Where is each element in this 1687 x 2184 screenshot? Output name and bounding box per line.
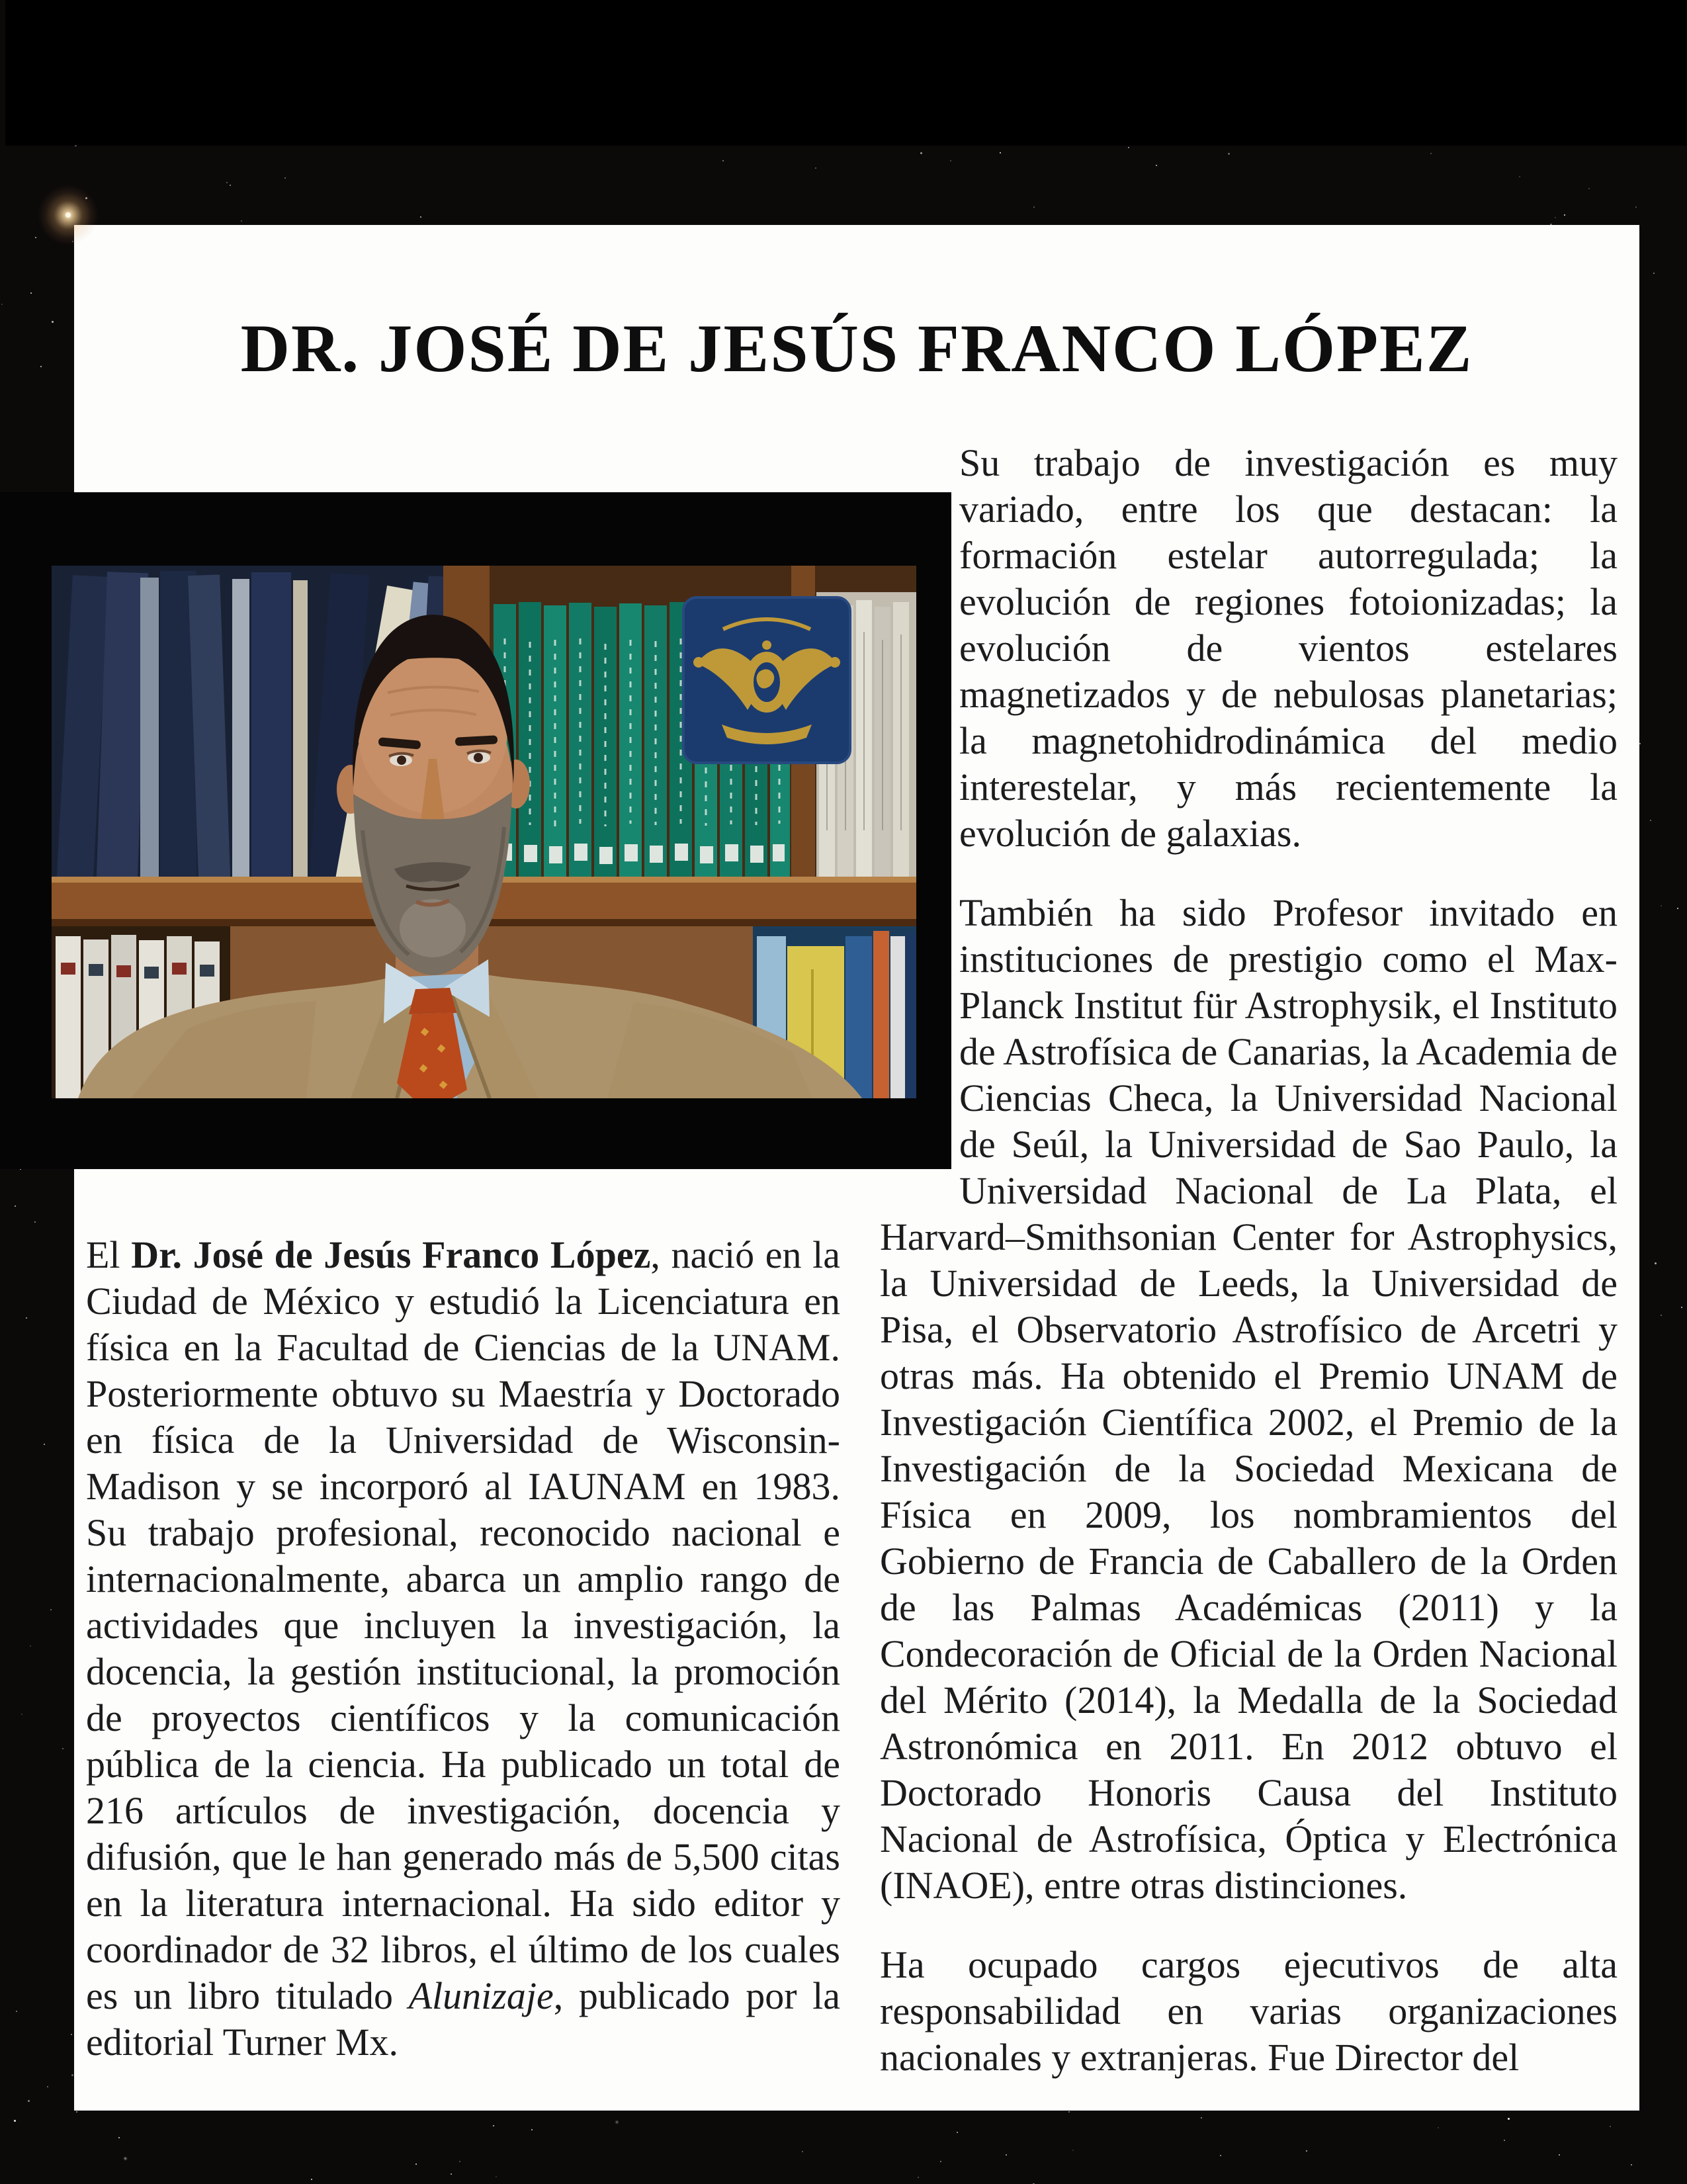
photo-vignette: [52, 566, 916, 1098]
page-title: DR. JOSÉ DE JESÚS FRANCO LÓPEZ: [240, 311, 1473, 386]
top-black-bar: [5, 0, 1687, 146]
bio-middle: , nació en la Ciudad de México y estudió la Licenciatura en física en la Facultad de Ciencias de la UNAM. Posteriormente obtuvo su Maestría y Doctorado en física de la Universidad de Wisconsin-Madison y se incorporó al IAUNAM en 1983. Su trabajo profesional, reconocido nacional e internacionalmente, abarca un amplio rango de actividades que incluyen la investigación, la docencia, la gestión institucional, la promoción de proyectos científicos y la comunicación pública de la ciencia. Ha publicado un total de 216 artículos de investigación, docencia y difusión, que le han generado más de 5,500 citas en la literatura internacional. Ha sido editor y coordinador de 32 libros, el último de los cuales es un libro titulado: [86, 1233, 841, 2017]
portrait-photo: [52, 566, 916, 1098]
right-paragraph-positions: Ha ocupado cargos ejecutivos de alta responsabilidad en varias organizaciones nacionales y extranjeras. Fue Director del: [880, 1943, 1618, 2079]
bio-prefix: El: [86, 1233, 132, 1276]
book-title: Alunizaje: [408, 1974, 554, 2017]
photo-frame: [0, 492, 951, 1169]
right-paragraph-honors: También ha sido Profesor invitado en instituciones de prestigio como el Max-Planck Institut für Astrophysik, el Instituto de Astrofísica de Canarias, la Academia de Ciencias Checa, la Universidad Nacional de Seúl, la Universidad de Sao Paulo, la Universidad Nacional de La Plata, el Harvard–Smithsonian Center for Astrophysics, la Universidad de Leeds, la Universidad de Pisa, el Observatorio Astrofísico de Arcetri y otras más. Ha obtenido el Premio UNAM de Investigación Científica 2002, el Premio de la Investigación de la Sociedad Mexicana de Física en 2009, los nombramientos del Gobierno de Francia de Caballero de la Orden de las Palmas Académicas (2011) y la Condecoración de Oficial de la Orden Nacional del Mérito (2014), la Medalla de la Sociedad Astronómica en 2011. En 2012 obtuvo el Doctorado Honoris Causa del Instituto Nacional de Astrofísica, Óptica y Electrónica (INAOE), entre otras distinciones.: [880, 891, 1618, 1907]
left-paragraph-bio: [86, 1232, 840, 2066]
person-name: Dr. José de Jesús Franco López: [131, 1233, 651, 1276]
big-stars: [0, 0, 2, 2]
right-column: [880, 440, 1618, 2081]
bio-suffix: , publicado por la editorial Turner Mx.: [86, 1974, 840, 2064]
left-column: [86, 1232, 840, 2066]
right-paragraph-research: Su trabajo de investigación es muy variado, entre los que destacan: la formación estelar autorregulada; la evolución de regiones fotoionizadas; la evolución de vientos estelares magnetizados y de nebulosas planetarias; la magnetohidrodinámica del medio interestelar, y más recientemente la evolución de galaxias.: [959, 441, 1618, 855]
